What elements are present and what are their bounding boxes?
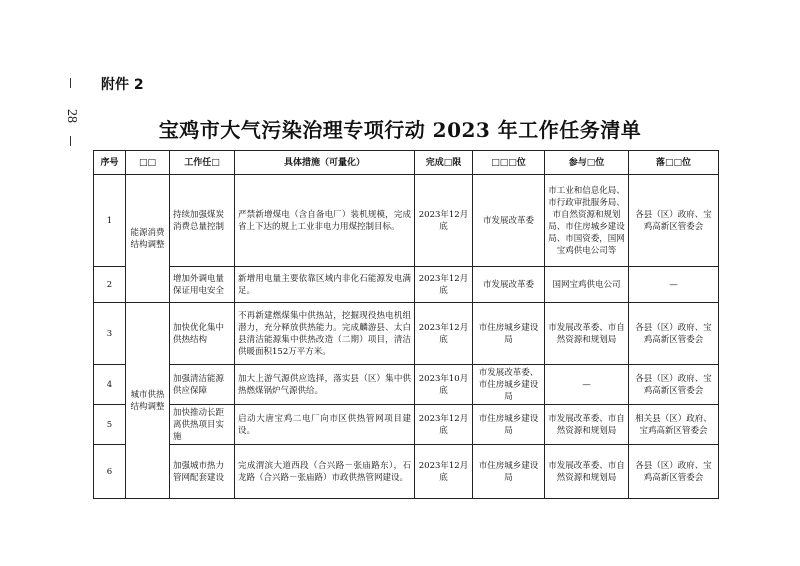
table-row xyxy=(94,267,719,303)
participant-cell: 市工业和信息化局、市行政审批服务局、市自然资源和规划局、市住房城乡建设局、市国资委，国网宝鸡供电公司等 xyxy=(545,175,629,267)
header-cell: 完成□限 xyxy=(415,151,473,175)
implementer-cell: 各县（区）政府、宝鸡高新区管委会 xyxy=(629,445,719,499)
measure-cell: 完成渭滨大道西段（合兴路－张庙路东），石龙路（合兴路－张庙路）市政供热管网建设。 xyxy=(235,445,415,499)
row-number: 4 xyxy=(94,365,126,405)
table-row xyxy=(94,405,719,445)
header-cell: 落□□位 xyxy=(629,151,719,175)
category-cell: 能源消费结构调整 xyxy=(126,175,170,303)
implementer-cell: — xyxy=(629,267,719,303)
deadline-cell: 2023年12月底 xyxy=(415,267,473,303)
lead-unit-cell: 市住房城乡建设局 xyxy=(473,303,545,365)
header-cell: 参与□位 xyxy=(545,151,629,175)
row-number: 1 xyxy=(94,175,126,267)
category-cell: 城市供热结构调整 xyxy=(126,303,170,499)
lead-unit-cell: 市住房城乡建设局 xyxy=(473,445,545,499)
row-number: 2 xyxy=(94,267,126,303)
participant-cell: 市发展改革委、市自然资源和规划局 xyxy=(545,405,629,445)
attachment-label: 附件 2 xyxy=(101,77,144,93)
page-title: 宝鸡市大气污染治理专项行动 2023 年工作任务清单 xyxy=(158,118,642,142)
task-cell: 加快推动长距离供热项目实施 xyxy=(170,405,235,445)
implementer-cell: 各县（区）政府、宝鸡高新区管委会 xyxy=(629,365,719,405)
implementer-cell: 各县（区）政府、宝鸡高新区管委会 xyxy=(629,175,719,267)
measure-cell: 新增用电量主要依靠区域内非化石能源发电满足。 xyxy=(235,267,415,303)
measure-cell: 严禁新增煤电（含自备电厂）装机规模，完成省上下达的规上工业非电力用煤控制目标。 xyxy=(235,175,415,267)
deadline-cell: 2023年12月底 xyxy=(415,445,473,499)
task-cell: 加强清洁能源供应保障 xyxy=(170,365,235,405)
header-cell: □□ xyxy=(126,151,170,175)
task-table xyxy=(93,150,719,499)
deadline-cell: 2023年10月底 xyxy=(415,365,473,405)
measure-cell: 加大上游气源供应选择，落实县（区）集中供热燃煤锅炉气源供给。 xyxy=(235,365,415,405)
measure-cell: 不再新建燃煤集中供热站，挖掘现役热电机组潜力，充分释放供热能力。完成麟游县、太白县清洁能源集中供热改造（二期）项目，清洁供暖面积152万平方米。 xyxy=(235,303,415,365)
table-row xyxy=(94,445,719,499)
table-row xyxy=(94,303,719,365)
deadline-cell: 2023年12月底 xyxy=(415,303,473,365)
lead-unit-cell: 市发展改革委、市住房城乡建设局 xyxy=(473,365,545,405)
deadline-cell: 2023年12月底 xyxy=(415,175,473,267)
task-cell: 加快优化集中供热结构 xyxy=(170,303,235,365)
table-header-row xyxy=(94,151,719,175)
lead-unit-cell: 市住房城乡建设局 xyxy=(473,405,545,445)
participant-cell: 市发展改革委、市自然资源和规划局 xyxy=(545,303,629,365)
header-cell: □□□位 xyxy=(473,151,545,175)
measure-cell: 启动大唐宝鸡二电厂向市区供热管网项目建设。 xyxy=(235,405,415,445)
deadline-cell: 2023年12月底 xyxy=(415,405,473,445)
header-cell: 序号 xyxy=(94,151,126,175)
lead-unit-cell: 市发展改革委 xyxy=(473,175,545,267)
page-number-text: 28 xyxy=(64,109,79,123)
task-cell: 增加外调电量保证用电安全 xyxy=(170,267,235,303)
row-number: 5 xyxy=(94,405,126,445)
row-number: 3 xyxy=(94,303,126,365)
implementer-cell: 相关县（区）政府、宝鸡高新区管委会 xyxy=(629,405,719,445)
header-cell: 工作任□ xyxy=(170,151,235,175)
table-row xyxy=(94,175,719,267)
implementer-cell: 各县（区）政府、宝鸡高新区管委会 xyxy=(629,303,719,365)
header-cell: 具体措施（可量化） xyxy=(235,151,415,175)
task-cell: 持续加强煤炭消费总量控制 xyxy=(170,175,235,267)
table-row xyxy=(94,365,719,405)
participant-cell: — xyxy=(545,365,629,405)
participant-cell: 国网宝鸡供电公司 xyxy=(545,267,629,303)
lead-unit-cell: 市发展改革委 xyxy=(473,267,545,303)
participant-cell: 市发展改革委、市自然资源和规划局 xyxy=(545,445,629,499)
task-cell: 加强城市热力管网配套建设 xyxy=(170,445,235,499)
row-number: 6 xyxy=(94,445,126,499)
